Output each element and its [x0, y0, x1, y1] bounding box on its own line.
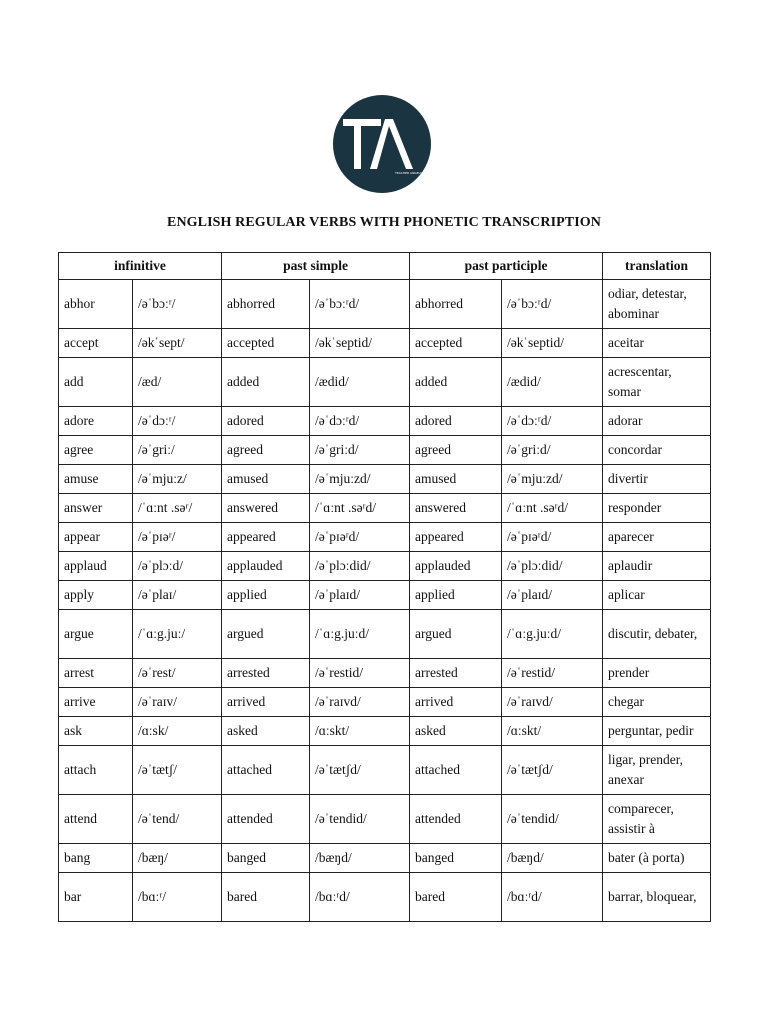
past-simple-cell: argued	[222, 610, 310, 659]
past-simple-cell: agreed	[222, 436, 310, 465]
table-row	[59, 717, 711, 746]
past-participle-phonetic-cell: /bæŋd/	[502, 844, 603, 873]
past-participle-cell: agreed	[410, 436, 502, 465]
past-simple-phonetic-cell: /əˈmjuːzd/	[310, 465, 410, 494]
infinitive-phonetic-cell: /əˈdɔːʳ/	[133, 407, 222, 436]
past-participle-cell: arrived	[410, 688, 502, 717]
translation-cell: barrar, bloquear,	[603, 873, 711, 922]
past-simple-phonetic-cell: /ˈɑːg.juːd/	[310, 610, 410, 659]
past-simple-phonetic-cell: /əˈtætʃd/	[310, 746, 410, 795]
past-participle-phonetic-cell: /ɑːskt/	[502, 717, 603, 746]
past-participle-cell: banged	[410, 844, 502, 873]
translation-cell: aceitar	[603, 329, 711, 358]
past-participle-cell: adored	[410, 407, 502, 436]
past-simple-phonetic-cell: /əˈtendid/	[310, 795, 410, 844]
infinitive-phonetic-cell: /bæŋ/	[133, 844, 222, 873]
past-participle-phonetic-cell: /əˈraɪvd/	[502, 688, 603, 717]
translation-cell: perguntar, pedir	[603, 717, 711, 746]
infinitive-cell: add	[59, 358, 133, 407]
past-simple-phonetic-cell: /əˈraɪvd/	[310, 688, 410, 717]
translation-cell: acrescentar, somar	[603, 358, 711, 407]
infinitive-cell: abhor	[59, 280, 133, 329]
past-participle-phonetic-cell: /əkˈseptid/	[502, 329, 603, 358]
past-simple-cell: appeared	[222, 523, 310, 552]
header-infinitive: infinitive	[59, 253, 222, 280]
infinitive-cell: ask	[59, 717, 133, 746]
past-participle-phonetic-cell: /əˈtendid/	[502, 795, 603, 844]
past-simple-cell: abhorred	[222, 280, 310, 329]
header-past-participle: past participle	[410, 253, 603, 280]
infinitive-cell: applaud	[59, 552, 133, 581]
translation-cell: aplaudir	[603, 552, 711, 581]
past-simple-phonetic-cell: /əˈgriːd/	[310, 436, 410, 465]
header-translation: translation	[603, 253, 711, 280]
infinitive-cell: apply	[59, 581, 133, 610]
infinitive-phonetic-cell: /æd/	[133, 358, 222, 407]
table-row	[59, 659, 711, 688]
translation-cell: adorar	[603, 407, 711, 436]
past-participle-phonetic-cell: /ˈɑːg.juːd/	[502, 610, 603, 659]
translation-cell: ligar, prender, anexar	[603, 746, 711, 795]
infinitive-cell: agree	[59, 436, 133, 465]
page-title: ENGLISH REGULAR VERBS WITH PHONETIC TRANSCRIPTION	[167, 215, 601, 230]
infinitive-cell: appear	[59, 523, 133, 552]
infinitive-phonetic-cell: /əˈplɔːd/	[133, 552, 222, 581]
table-row	[59, 688, 711, 717]
past-participle-phonetic-cell: /ˈɑːnt .səʳd/	[502, 494, 603, 523]
past-simple-phonetic-cell: /əˈbɔːʳd/	[310, 280, 410, 329]
translation-cell: discutir, debater,	[603, 610, 711, 659]
infinitive-phonetic-cell: /əˈmjuːz/	[133, 465, 222, 494]
past-simple-cell: bared	[222, 873, 310, 922]
table-row	[59, 581, 711, 610]
past-participle-cell: added	[410, 358, 502, 407]
past-participle-cell: applauded	[410, 552, 502, 581]
table-row	[59, 873, 711, 922]
table-row	[59, 844, 711, 873]
translation-cell: concordar	[603, 436, 711, 465]
past-simple-phonetic-cell: /əˈdɔːʳd/	[310, 407, 410, 436]
table-row	[59, 436, 711, 465]
past-participle-phonetic-cell: /bɑːʳd/	[502, 873, 603, 922]
header-past-simple: past simple	[222, 253, 410, 280]
translation-cell: odiar, detestar, abominar	[603, 280, 711, 329]
past-participle-cell: argued	[410, 610, 502, 659]
infinitive-phonetic-cell: /əkˈsept/	[133, 329, 222, 358]
infinitive-phonetic-cell: /əˈpɪəʳ/	[133, 523, 222, 552]
translation-cell: chegar	[603, 688, 711, 717]
past-simple-phonetic-cell: /ɑːskt/	[310, 717, 410, 746]
infinitive-phonetic-cell: /əˈgriː/	[133, 436, 222, 465]
infinitive-cell: adore	[59, 407, 133, 436]
table-row	[59, 746, 711, 795]
translation-cell: comparecer, assistir à	[603, 795, 711, 844]
table-row	[59, 523, 711, 552]
past-participle-phonetic-cell: /əˈplaɪd/	[502, 581, 603, 610]
translation-cell: aplicar	[603, 581, 711, 610]
table-row	[59, 494, 711, 523]
past-participle-phonetic-cell: /əˈrestid/	[502, 659, 603, 688]
past-participle-phonetic-cell: /əˈmjuːzd/	[502, 465, 603, 494]
past-participle-cell: asked	[410, 717, 502, 746]
translation-cell: aparecer	[603, 523, 711, 552]
past-participle-phonetic-cell: /əˈtætʃd/	[502, 746, 603, 795]
past-participle-cell: abhorred	[410, 280, 502, 329]
infinitive-phonetic-cell: /ˈɑːg.juː/	[133, 610, 222, 659]
past-participle-cell: attended	[410, 795, 502, 844]
past-participle-phonetic-cell: /əˈpɪəʳd/	[502, 523, 603, 552]
table-row	[59, 795, 711, 844]
past-simple-cell: attended	[222, 795, 310, 844]
past-simple-cell: applauded	[222, 552, 310, 581]
infinitive-cell: arrest	[59, 659, 133, 688]
infinitive-phonetic-cell: /əˈrest/	[133, 659, 222, 688]
past-simple-cell: banged	[222, 844, 310, 873]
table-row	[59, 280, 711, 329]
past-simple-phonetic-cell: /bɑːʳd/	[310, 873, 410, 922]
past-simple-phonetic-cell: /ˈɑːnt .səʳd/	[310, 494, 410, 523]
past-simple-cell: adored	[222, 407, 310, 436]
past-participle-cell: applied	[410, 581, 502, 610]
past-simple-cell: accepted	[222, 329, 310, 358]
past-participle-phonetic-cell: /ædid/	[502, 358, 603, 407]
infinitive-cell: argue	[59, 610, 133, 659]
past-simple-cell: applied	[222, 581, 310, 610]
past-simple-cell: asked	[222, 717, 310, 746]
translation-cell: bater (à porta)	[603, 844, 711, 873]
infinitive-phonetic-cell: /əˈtend/	[133, 795, 222, 844]
past-participle-cell: accepted	[410, 329, 502, 358]
past-participle-cell: attached	[410, 746, 502, 795]
past-simple-cell: arrived	[222, 688, 310, 717]
past-simple-cell: attached	[222, 746, 310, 795]
past-simple-cell: arrested	[222, 659, 310, 688]
past-participle-cell: appeared	[410, 523, 502, 552]
table-row	[59, 465, 711, 494]
past-participle-phonetic-cell: /əˈdɔːʳd/	[502, 407, 603, 436]
past-participle-cell: answered	[410, 494, 502, 523]
infinitive-phonetic-cell: /ˈɑːnt .səʳ/	[133, 494, 222, 523]
past-simple-cell: added	[222, 358, 310, 407]
ta-logo	[333, 95, 431, 193]
logo-tagline: TEACHER ANGELO	[395, 171, 423, 175]
table-body	[59, 280, 711, 922]
logo-t-stem	[354, 119, 361, 169]
table-row	[59, 358, 711, 407]
infinitive-phonetic-cell: /bɑːʳ/	[133, 873, 222, 922]
infinitive-phonetic-cell: /əˈplaɪ/	[133, 581, 222, 610]
infinitive-cell: attach	[59, 746, 133, 795]
infinitive-phonetic-cell: /əˈtætʃ/	[133, 746, 222, 795]
infinitive-cell: bang	[59, 844, 133, 873]
past-simple-cell: amused	[222, 465, 310, 494]
infinitive-cell: bar	[59, 873, 133, 922]
infinitive-cell: accept	[59, 329, 133, 358]
infinitive-cell: answer	[59, 494, 133, 523]
translation-cell: responder	[603, 494, 711, 523]
past-participle-phonetic-cell: /əˈgriːd/	[502, 436, 603, 465]
table-row	[59, 552, 711, 581]
infinitive-phonetic-cell: /əˈraɪv/	[133, 688, 222, 717]
infinitive-cell: attend	[59, 795, 133, 844]
past-simple-cell: answered	[222, 494, 310, 523]
infinitive-phonetic-cell: /əˈbɔːʳ/	[133, 280, 222, 329]
past-simple-phonetic-cell: /əˈpɪəʳd/	[310, 523, 410, 552]
past-simple-phonetic-cell: /əkˈseptid/	[310, 329, 410, 358]
past-simple-phonetic-cell: /bæŋd/	[310, 844, 410, 873]
table-row	[59, 610, 711, 659]
past-simple-phonetic-cell: /əˈplaɪd/	[310, 581, 410, 610]
table-row	[59, 329, 711, 358]
table-header-row	[59, 253, 711, 280]
infinitive-cell: arrive	[59, 688, 133, 717]
infinitive-cell: amuse	[59, 465, 133, 494]
logo-t-bar	[343, 119, 381, 126]
table-row	[59, 407, 711, 436]
ta-logo-icon	[333, 95, 431, 193]
translation-cell: prender	[603, 659, 711, 688]
past-simple-phonetic-cell: /ædid/	[310, 358, 410, 407]
past-participle-cell: bared	[410, 873, 502, 922]
infinitive-phonetic-cell: /ɑːsk/	[133, 717, 222, 746]
past-participle-cell: arrested	[410, 659, 502, 688]
past-participle-phonetic-cell: /əˈplɔːdid/	[502, 552, 603, 581]
translation-cell: divertir	[603, 465, 711, 494]
past-participle-cell: amused	[410, 465, 502, 494]
past-simple-phonetic-cell: /əˈplɔːdid/	[310, 552, 410, 581]
verbs-table	[58, 252, 711, 922]
past-simple-phonetic-cell: /əˈrestid/	[310, 659, 410, 688]
past-participle-phonetic-cell: /əˈbɔːʳd/	[502, 280, 603, 329]
